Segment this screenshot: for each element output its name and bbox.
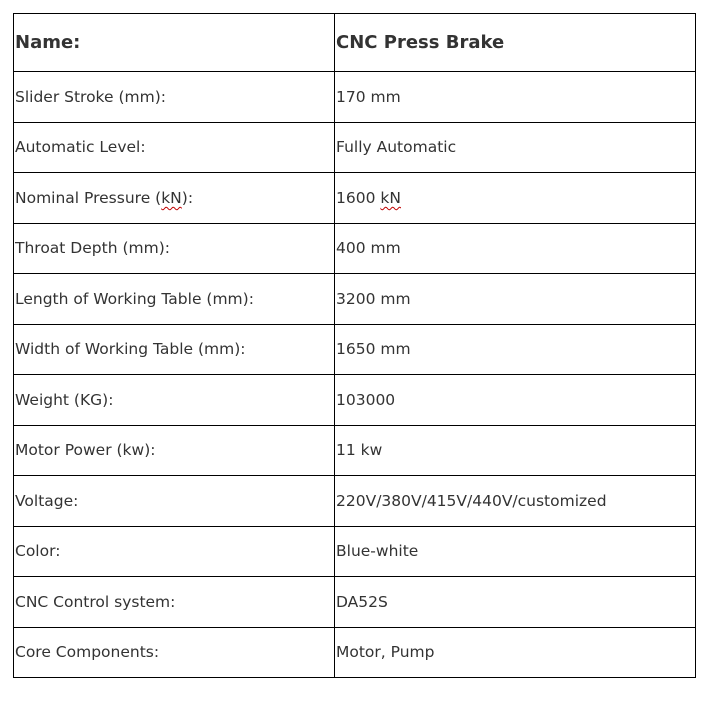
spec-label: Width of Working Table (mm): bbox=[14, 324, 335, 375]
spec-label: Voltage: bbox=[14, 476, 335, 527]
spec-label: Slider Stroke (mm): bbox=[14, 72, 335, 123]
spec-label: Throat Depth (mm): bbox=[14, 223, 335, 274]
spec-value: 170 mm bbox=[335, 72, 696, 123]
spec-label: Color: bbox=[14, 526, 335, 577]
spec-label: Motor Power (kw): bbox=[14, 425, 335, 476]
spec-label: Core Components: bbox=[14, 627, 335, 678]
spec-value: 103000 bbox=[335, 375, 696, 426]
table-row bbox=[14, 274, 696, 325]
label-text: ): bbox=[181, 188, 194, 207]
spec-value: Fully Automatic bbox=[335, 122, 696, 173]
spec-value: Blue-white bbox=[335, 526, 696, 577]
spec-value: 11 kw bbox=[335, 425, 696, 476]
label-text: Nominal Pressure ( bbox=[15, 188, 162, 207]
table-row bbox=[14, 72, 696, 123]
table-row bbox=[14, 324, 696, 375]
header-value-cell: CNC Press Brake bbox=[335, 14, 696, 72]
table-row bbox=[14, 577, 696, 628]
spec-label: CNC Control system: bbox=[14, 577, 335, 628]
table-row bbox=[14, 526, 696, 577]
table-row bbox=[14, 375, 696, 426]
spec-value: DA52S bbox=[335, 577, 696, 628]
spellcheck-word: kN bbox=[161, 188, 182, 207]
table-row bbox=[14, 223, 696, 274]
table-row bbox=[14, 425, 696, 476]
header-label-cell: Name: bbox=[14, 14, 335, 72]
spec-value: 400 mm bbox=[335, 223, 696, 274]
spec-label: Length of Working Table (mm): bbox=[14, 274, 335, 325]
table-row bbox=[14, 173, 696, 224]
table-row bbox=[14, 122, 696, 173]
spec-label bbox=[14, 173, 335, 224]
spec-value: 3200 mm bbox=[335, 274, 696, 325]
spec-value: Motor, Pump bbox=[335, 627, 696, 678]
value-text: 1600 bbox=[336, 188, 381, 207]
spellcheck-word: kN bbox=[380, 188, 401, 207]
spec-label: Weight (KG): bbox=[14, 375, 335, 426]
spec-label: Automatic Level: bbox=[14, 122, 335, 173]
spec-value: 1650 mm bbox=[335, 324, 696, 375]
spec-value bbox=[335, 173, 696, 224]
spec-table bbox=[13, 13, 696, 678]
table-header-row bbox=[14, 14, 696, 72]
table-row bbox=[14, 476, 696, 527]
table-row bbox=[14, 627, 696, 678]
spec-value: 220V/380V/415V/440V/customized bbox=[335, 476, 696, 527]
